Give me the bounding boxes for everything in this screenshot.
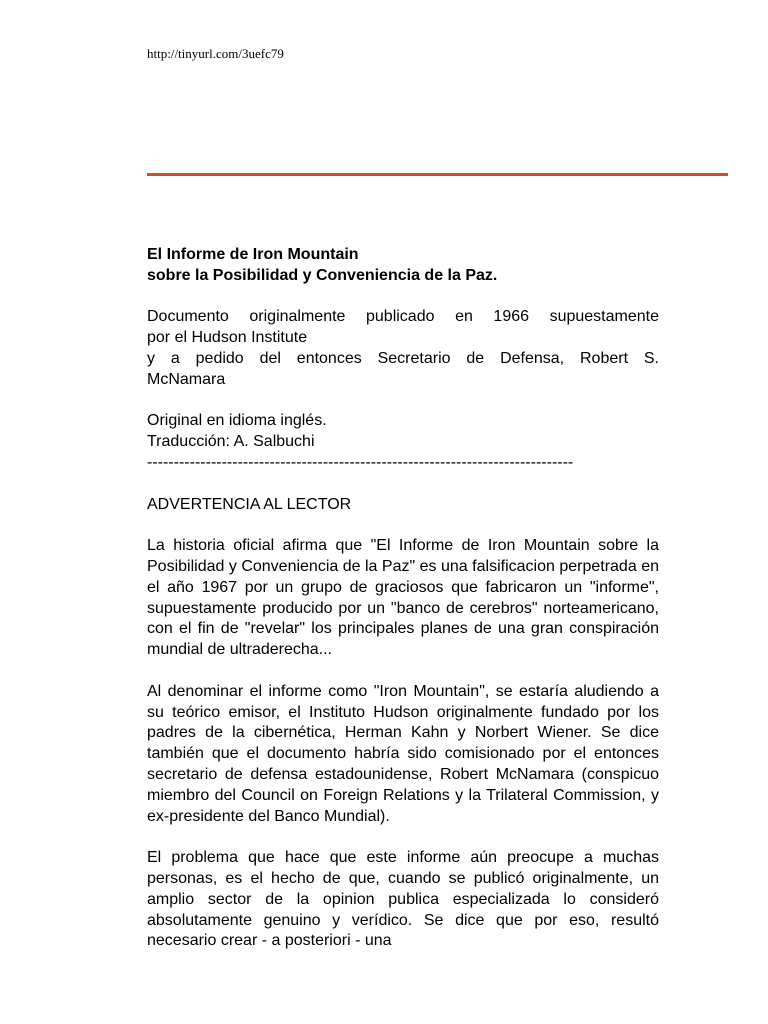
- credits-block: [147, 411, 659, 473]
- translation-credit: Traducción: A. Salbuchi: [147, 433, 315, 451]
- paragraph-1: La historia oficial afirma que "El Informe de Iron Mountain sobre la Posibilidad y Conveniencia de la Paz" es una falsificacion perpetrada en el año 1967 por un grupo de graciosos que fabricaron un "informe", supuestamente producido por un "banco de cerebros" norteamericano, con el fin de "revelar" los principales planes de una gran conspiración mundial de ultraderecha...: [147, 537, 659, 659]
- intro-line-2: por el Hudson Institute: [147, 329, 308, 347]
- intro-line-4: McNamara: [147, 370, 226, 388]
- paragraph-2: Al denominar el informe como "Iron Mountain", se estaría aludiendo a su teórico emisor, el Instituto Hudson originalmente fundado por los padres de la cibernética, Herman Kahn y Norbert Wiener. Se dice también que el documento habría sido comisionado por el entonces secretario de defensa estadounidense, Robert McNamara (conspicuo miembro del Council on Foreign Relations y la Trilateral Commission, y ex-presidente del Banco Mundial).: [147, 682, 659, 825]
- intro-line-3: y a pedido del entonces Secretario de Defensa, Robert S.: [147, 349, 659, 367]
- header-divider: [147, 173, 728, 176]
- section-heading: ADVERTENCIA AL LECTOR: [147, 495, 352, 513]
- source-url: http://tinyurl.com/3uefc79: [147, 46, 284, 61]
- title-line-2: sobre la Posibilidad y Conveniencia de la Paz.: [147, 266, 498, 284]
- document-body: [147, 245, 659, 973]
- original-language: Original en idioma inglés.: [147, 412, 327, 430]
- title-line-1: El Informe de Iron Mountain: [147, 246, 359, 263]
- paragraph-3: El problema que hace que este informe aún preocupe a muchas personas, es el hecho de que, cuando se publicó originalmente, un amplio sector de la opinion publica especializada lo consideró absolutamente genuino y verídico. Se dice que por eso, resultó necesario crear - a posteriori - una: [147, 849, 659, 950]
- separator-line: --------------------------------------------------------------------------------: [147, 453, 574, 471]
- document-title: [147, 245, 659, 287]
- intro-line-1: Documento originalmente publicado en 1966 supuestamente: [147, 308, 659, 326]
- intro-block: [147, 307, 659, 390]
